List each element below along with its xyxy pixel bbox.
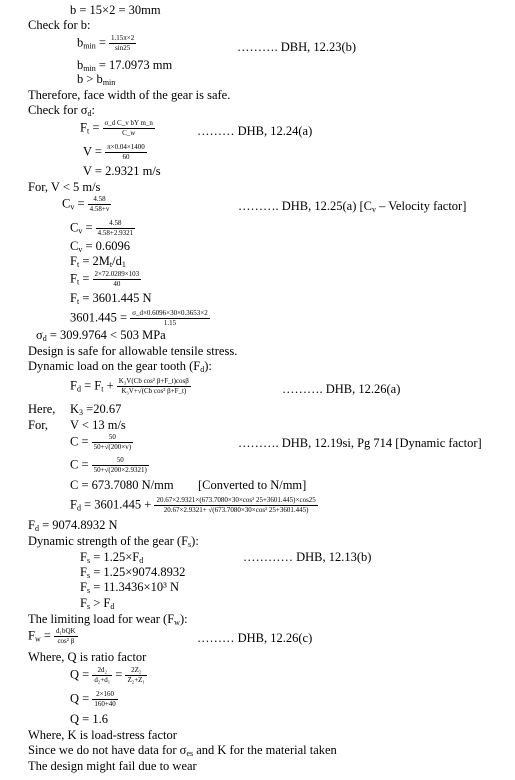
c-conversion-note: [Converted to N/mm] xyxy=(198,478,307,492)
q-substituted: Q = $\frac{2\times 160}{160+40}$ xyxy=(70,690,116,708)
c-value: C = 673.7080 N/mm xyxy=(70,478,174,492)
q-formula: Q = $\frac{\text{2d₂}}{\text{d₂+d₁}}$ = $\frac{\text{2Z₂}}{\text{Z₂+Z₁}}$ xyxy=(70,666,145,684)
bmin-formula: $b_{min}$ = $\frac{1.15\pi\times 2}{\sin 25}$ xyxy=(77,34,135,52)
velocity-formula: V = $\frac{\pi\times 0.04\times 1400}{60}$ xyxy=(83,143,145,161)
sigma-fraction: $\frac{\sigma\_d\times 0.6096\times 30\times 0.3653\times 2}{1.15}$ xyxy=(132,309,208,327)
c-formula: C = $\frac{50}{50+√(200\times v)}$ xyxy=(70,433,132,451)
ft-substituted-fraction: $\frac{2\times 72.0289\times 103}{40}$ xyxy=(94,270,140,288)
bmin-reference: ………. DBH, 12.23(b) xyxy=(237,40,357,54)
k3-label: Here, xyxy=(28,402,56,416)
ft-fraction: $\frac{\text{σ\_d C\_v bY m\_n}}{C\_w}$ xyxy=(104,119,153,137)
q-substituted-fraction: $\frac{2\times 160}{160+40}$ xyxy=(94,690,116,708)
ft-value: $F_t = 3601.445$ N xyxy=(70,291,152,306)
dynamic-load-heading: Dynamic load on the gear tooth $(F_d)$: xyxy=(28,359,212,374)
bmin-value: $b_{min} = 17.0973$ mm xyxy=(77,58,173,73)
fd-substituted: $F_d = 3601.445$ + $\frac{\text{20.67×2.9321×(673.7080×30×cos² 25+3601.445)×cos25}}{\text{20.67×2.9321+ √(673.7080×30×cos² 25+3601.445)}}$ xyxy=(70,496,316,514)
cv-formula: $C_v$ = $\frac{4.58}{4.58+v}$ xyxy=(62,195,110,213)
fd-fraction: $\frac{\text{K₃V(Cb cos² β+F\_t)cosβ}}{\text{K₃V+√(Cb cos² β+F\_t)}}$ xyxy=(118,377,189,395)
velocity-condition: For, V < 5 m/s xyxy=(28,180,101,194)
fd-reference: ………. DHB, 12.26(a) xyxy=(282,382,401,396)
fs-reference: ………… DHB, 12.13(b) xyxy=(243,550,372,564)
fw-formula: $F_w$ = $\frac{\text{d₁bQK}}{\text{cos² β}}$ xyxy=(28,627,76,645)
check-b-heading: Check for b: xyxy=(28,18,91,32)
ft-reference: ……… DHB, 12.24(a) xyxy=(197,124,313,138)
fs-value: $F_s = 11.3436\times 10^3$ N xyxy=(80,580,179,595)
wear-conclusion: The design might fail due to wear xyxy=(28,759,197,773)
ft-formula: $F_t$ = $\frac{\text{σ\_d C\_v bY m\_n}}{C\_w}$ xyxy=(80,119,153,137)
for-label: For, xyxy=(28,418,48,432)
dynamic-strength-heading: Dynamic strength of the gear $(F_s)$: xyxy=(28,534,199,549)
ft-substituted: $F_t$ = $\frac{2\times 72.0289\times 103}{40}$ xyxy=(70,270,140,288)
velocity-fraction: $\frac{\pi\times 0.04\times 1400}{60}$ xyxy=(107,143,145,161)
k3-value: $K_3 =20.67$ xyxy=(70,402,122,417)
tensile-safe: Design is safe for allowable tensile stress. xyxy=(28,344,238,358)
cv-reference: ………. DHB, 12.25(a) [$C_v$ – Velocity factor] xyxy=(238,199,467,214)
face-width-safe: Therefore, face width of the gear is safe. xyxy=(28,88,231,102)
missing-data-note: Since we do not have data for $\sigma_{es}$ and K for the material taken xyxy=(28,743,337,758)
fd-substituted-fraction: $\frac{\text{20.67×2.9321×(673.7080×30×cos² 25+3601.445)×cos25}}{\text{20.67×2.9321+ √(673.7080×30×cos² 25+3601.445)}}$ xyxy=(156,496,316,514)
cv-substituted: $C_v$ = $\frac{4.58}{4.58+2.9321}$ xyxy=(70,219,134,237)
face-width-line: b = 15×2 = 30mm xyxy=(70,3,161,17)
fs-substituted: $F_s = 1.25\times 9074.8932$ xyxy=(80,565,186,580)
fd-formula: $F_d = F_t$ + $\frac{\text{K₃V(Cb cos² β+F\_t)cosβ}}{\text{K₃V+√(Cb cos² β+F\_t)}}$ xyxy=(70,377,189,395)
ft-torque-relation: $F_t = 2M_t/d_1$ xyxy=(70,254,126,269)
q-fraction-diameters: $\frac{\text{2d₂}}{\text{d₂+d₁}}$ xyxy=(94,666,111,684)
fs-formula: $F_s = 1.25\times F_d$ xyxy=(80,550,144,565)
q-definition: Where, Q is ratio factor xyxy=(28,650,147,664)
sigma-value: $\sigma_d = 309.9764 < 503$ MPa xyxy=(36,328,166,343)
q-value: Q = 1.6 xyxy=(70,712,108,726)
k-definition: Where, K is load-stress factor xyxy=(28,728,177,742)
cv-value: $C_v = 0.6096$ xyxy=(70,239,131,254)
c-substituted-fraction: $\frac{50}{50+√(200\times 2.9321)}$ xyxy=(93,456,147,474)
velocity-limit: V < 13 m/s xyxy=(70,418,126,432)
wear-load-heading: The limiting load for wear $(F_w)$: xyxy=(28,612,188,627)
b-greater-bmin: $b > b_{min}$ xyxy=(77,72,116,87)
cv-substituted-fraction: $\frac{4.58}{4.58+2.9321}$ xyxy=(97,219,134,237)
c-fraction: $\frac{50}{50+√(200\times v)}$ xyxy=(93,433,132,451)
sigma-equation: 3601.445 = $\frac{\sigma\_d\times 0.6096\times 30\times 0.3653\times 2}{1.15}$ xyxy=(70,309,208,327)
fw-fraction: $\frac{\text{d₁bQK}}{\text{cos² β}}$ xyxy=(56,627,76,645)
fs-greater-fd: $F_s > F_d$ xyxy=(80,596,115,611)
fw-reference: ……… DHB, 12.26(c) xyxy=(197,631,313,645)
q-fraction-teeth: $\frac{\text{2Z₂}}{\text{Z₂+Z₁}}$ xyxy=(127,666,145,684)
bmin-fraction: $\frac{1.15\pi\times 2}{\sin 25}$ xyxy=(111,34,135,52)
c-substituted: C = $\frac{50}{50+√(200\times 2.9321)}$ xyxy=(70,456,147,474)
velocity-value: V = 2.9321 m/s xyxy=(83,164,161,178)
c-reference: ………. DHB, 12.19si, Pg 714 [Dynamic factor] xyxy=(238,436,482,450)
cv-fraction: $\frac{4.58}{4.58+v}$ xyxy=(89,195,110,213)
fd-value: $F_d = 9074.8932$ N xyxy=(28,518,118,533)
check-sigma-heading: Check for $\sigma_d$: xyxy=(28,103,95,118)
